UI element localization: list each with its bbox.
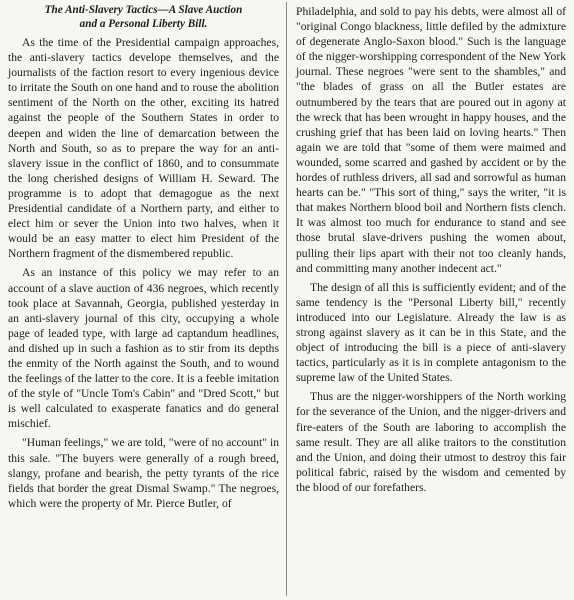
paragraph-philadelphia: Philadelphia, and sold to pay his debts, were almost all of "original Congo blackness, little defiled by the admixture of degenerate Anglo-Saxon blood." Such is the language of the nigger-worshipping correspondent of the New York journal. These negroes "were sent to the shambles," and "the blades of grass on all the Butler estates are outnumbered by the tears that are poured out in agony at the wreck that has been wrought in happy houses, and the crushing grief that has been laid on loving hearts." Then again we are told that "some of them were maimed and wounded, some scarred and gashed by accident or by the hordes of ruthless drivers, all sad and sorrowful as human hearts can be." "This sort of thing," says the writer, "it is that makes Northern blood boil and Northern fists clench. It was almost too much for endurance to stand and see those brutal slave-drivers pushing the women about, pulling their lips apart with their not too cleanly hands, and committing many another indecent act." [296,5,566,275]
paragraph-human-feelings: "Human feelings," we are told, "were of no account" in this sale. "The buyers were generally of a rough breed, slangy, profane and bearish, the petty tyrants of the rice fields that border the great Dismal Swamp." The negroes, which were the property of Mr. Pierce Butler, of [8,436,279,510]
column-divider [286,2,287,596]
article-headline: The Anti-Slavery Tactics—A Slave Auction [44,4,243,16]
right-column [296,4,566,499]
left-column [8,4,279,515]
paragraph-slave-auction: As an instance of this policy we may refer to an account of a slave auction of 436 negroes, which recently took place at Savannah, Georgia, published yesterday in an anti-slavery journal of this city, occupying a whole page of leaded type, with large ad captandum headlines, and dished up in such a fashion as to stir from its depths the enmity of the North against the South, and to wound the feelings of the latter to the core. It is a feeble imitation of the style of "Uncle Tom's Cabin" and "Dred Scott," but is well calculated to exasperate fanatics and do general mischief. [8,266,279,431]
paragraph-campaign: As the time of the Presidential campaign approaches, the anti-slavery tactics develope themselves, and the journalists of the faction resort to every ingenious device to irritate the South on one hand and to rouse the abolition sentiment of the North on the other, exciting its hatred against the people of the Southern States in order to deepen and widen the line of demarcation between the North and South, so as to prepare the way for an anti-slavery issue in the conflict of 1860, and to consummate the long cherished designs of William H. Seward. The programme is to adopt that demagogue as the next Presidential candidate of a Northern party, and either to elect him or sever the Union into two halves, when it would be an easy matter to elect him President of the Northern fragment of the dismembered republic. [8,36,279,261]
article-subheadline: and a Personal Liberty Bill. [79,18,208,30]
paragraph-conclusion: Thus are the nigger-worshippers of the North working for the severance of the Union, and the nigger-drivers and fire-eaters of the South are laboring to accomplish the same result. They are all alike traitors to the constitution and the Union, and doing their utmost to destroy this fair political fabric, raised by the wisdom and cemented by the blood of our forefathers. [296,390,566,494]
paragraph-design: The design of all this is sufficiently evident; and of the same tendency is the "Personal Liberty bill," recently introduced into our Legislature. Already the law is as strong against slavery as it can be in this State, and the object of introducing the bill is a piece of anti-slavery tactics, particularly as it is in complete antagonism to the supreme law of the United States. [296,280,566,385]
